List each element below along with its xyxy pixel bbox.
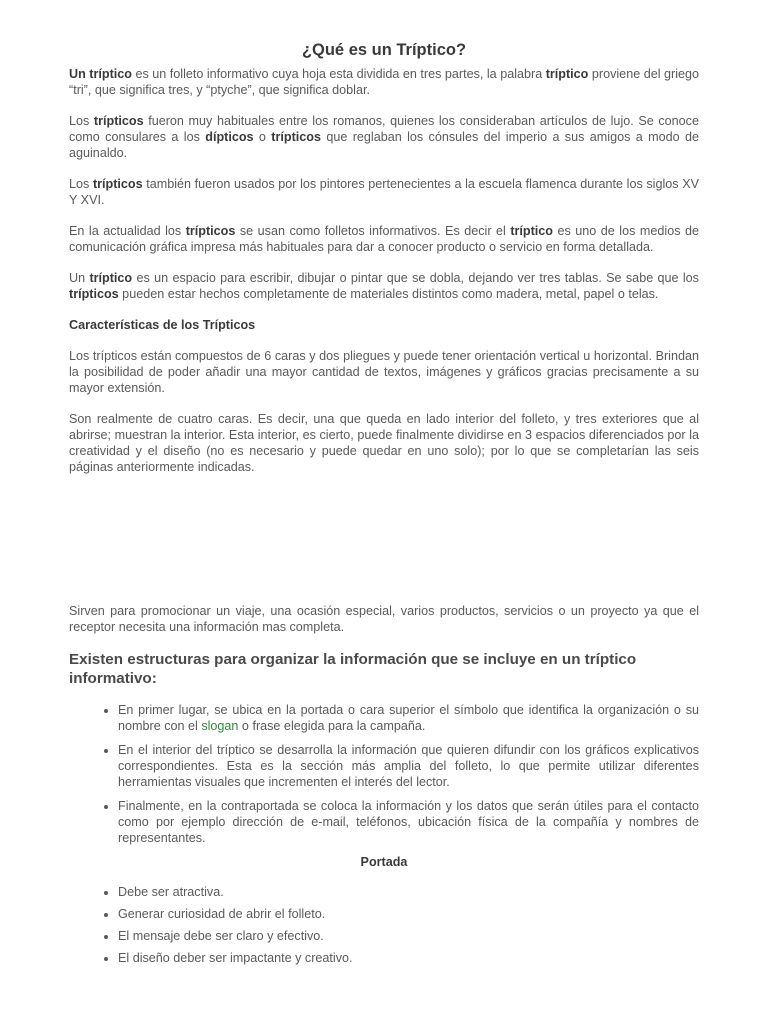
paragraph-four-faces: Son realmente de cuatro caras. Es decir, una que queda en lado interior del folleto, y tres exteriores que al abrirse; muestran la interior. Esta interior, es cierto, puede finalmente dividirse en 3 espacios diferenciados por la creatividad y el diseño (no es necesario y puede quedar en uno solo); por lo que se completarían las seis páginas anteriormente indicadas. xyxy=(69,412,699,474)
bold-term: trípticos xyxy=(93,114,144,128)
paragraph-text: o xyxy=(253,130,272,144)
paragraph-text: es uno de los medios de comunicación gráfica impresa más habituales para dar a conocer producto o servicio en forma detallada. xyxy=(69,224,700,254)
paragraph-text: proviene del griego “tri”, que significa tres, y “ptyche”, que significa doblar. xyxy=(69,67,700,97)
paragraph-flemish xyxy=(69,176,699,208)
paragraph-faces: Los trípticos están compuestos de 6 caras y dos pliegues y puede tener orientación vertical u horizontal. Brindan la posibilidad de poder añadir una mayor cantidad de textos, imágenes y gráficos gracias precisamente a su mayor extensión. xyxy=(69,349,699,395)
paragraph-romans xyxy=(69,113,699,161)
slogan-link[interactable]: slogan xyxy=(201,719,239,733)
paragraph-purpose: Sirven para promocionar un viaje, una ocasión especial, varios productos, servicios o un proyecto ya que el receptor necesita una información mas completa. xyxy=(69,604,699,634)
bold-term: tríptico xyxy=(89,271,133,285)
bold-term: trípticos xyxy=(185,224,236,238)
list-item: • El mensaje debe ser claro y efectivo. xyxy=(118,928,699,944)
list-item: • El diseño deber ser impactante y creativo. xyxy=(118,950,699,966)
list-item: • Generar curiosidad de abrir el folleto. xyxy=(118,906,699,922)
paragraph-text: se usan como folletos informativos. Es decir el xyxy=(235,224,511,238)
section-heading-portada: Portada xyxy=(360,855,408,869)
paragraph-text: es un folleto informativo cuya hoja esta dividida en tres partes, la palabra xyxy=(131,67,546,81)
paragraph-today xyxy=(69,223,699,255)
bold-term: tríptico xyxy=(545,67,589,81)
section-heading-structures: Existen estructuras para organizar la información que se incluye en un tríptico informativo: xyxy=(69,651,637,687)
bold-term: trípticos xyxy=(69,287,119,301)
blank-space xyxy=(69,490,699,603)
paragraph-text: que reglaban los cónsules del imperio a sus amigos a modo de aguinaldo. xyxy=(69,130,699,160)
paragraph-text: es un espacio para escribir, dibujar o pintar que se dobla, dejando ver tres tablas. Se sabe que los xyxy=(132,271,699,285)
paragraph-materials xyxy=(69,270,699,302)
paragraph-intro xyxy=(69,66,699,98)
list-item: • Finalmente, en la contraportada se coloca la información y los datos que serán útiles para el contacto como por ejemplo dirección de e-mail, teléfonos, ubicación física de la compañía y nombres de representantes. xyxy=(118,798,699,846)
paragraph-text: Un xyxy=(69,271,90,285)
bold-term: tríptico xyxy=(510,224,554,238)
list-item-text: o frase elegida para la campaña. xyxy=(238,719,426,733)
bold-term: dípticos xyxy=(205,130,254,144)
paragraph-text: fueron muy habituales entre los romanos, quienes los consideraban artículos de lujo. Se conoce como consulares a los xyxy=(69,114,699,144)
paragraph-text: En la actualidad los xyxy=(69,224,186,238)
paragraph-text: Los xyxy=(69,177,93,191)
section-heading-characteristics: Características de los Trípticos xyxy=(69,318,256,332)
list-item-text: En primer lugar, se ubica en la portada o cara superior el símbolo que identifica la organización o su nombre con el xyxy=(118,703,699,733)
structure-list xyxy=(69,702,699,846)
list-item xyxy=(118,702,699,734)
portada-list xyxy=(69,884,699,966)
list-item: • En el interior del tríptico se desarrolla la información que quieren difundir con los gráficos explicativos correspondientes. Esta es la sección más amplia del folleto, lo que permite utilizar diferentes herramientas visuales que incrementen el interés del lector. xyxy=(118,742,699,790)
document-body xyxy=(69,38,699,972)
bold-term: Un tríptico xyxy=(69,67,132,81)
list-item: • Debe ser atractiva. xyxy=(118,884,699,900)
bold-term: trípticos xyxy=(271,130,321,144)
paragraph-text: pueden estar hechos completamente de materiales distintos como madera, metal, papel o telas. xyxy=(118,287,659,301)
paragraph-text: también fueron usados por los pintores pertenecientes a la escuela flamenca durante los siglos XV Y XVI. xyxy=(69,177,699,207)
page-title: ¿Qué es un Tríptico? xyxy=(301,41,467,59)
paragraph-text: Los xyxy=(69,114,94,128)
bold-term: trípticos xyxy=(92,177,143,191)
